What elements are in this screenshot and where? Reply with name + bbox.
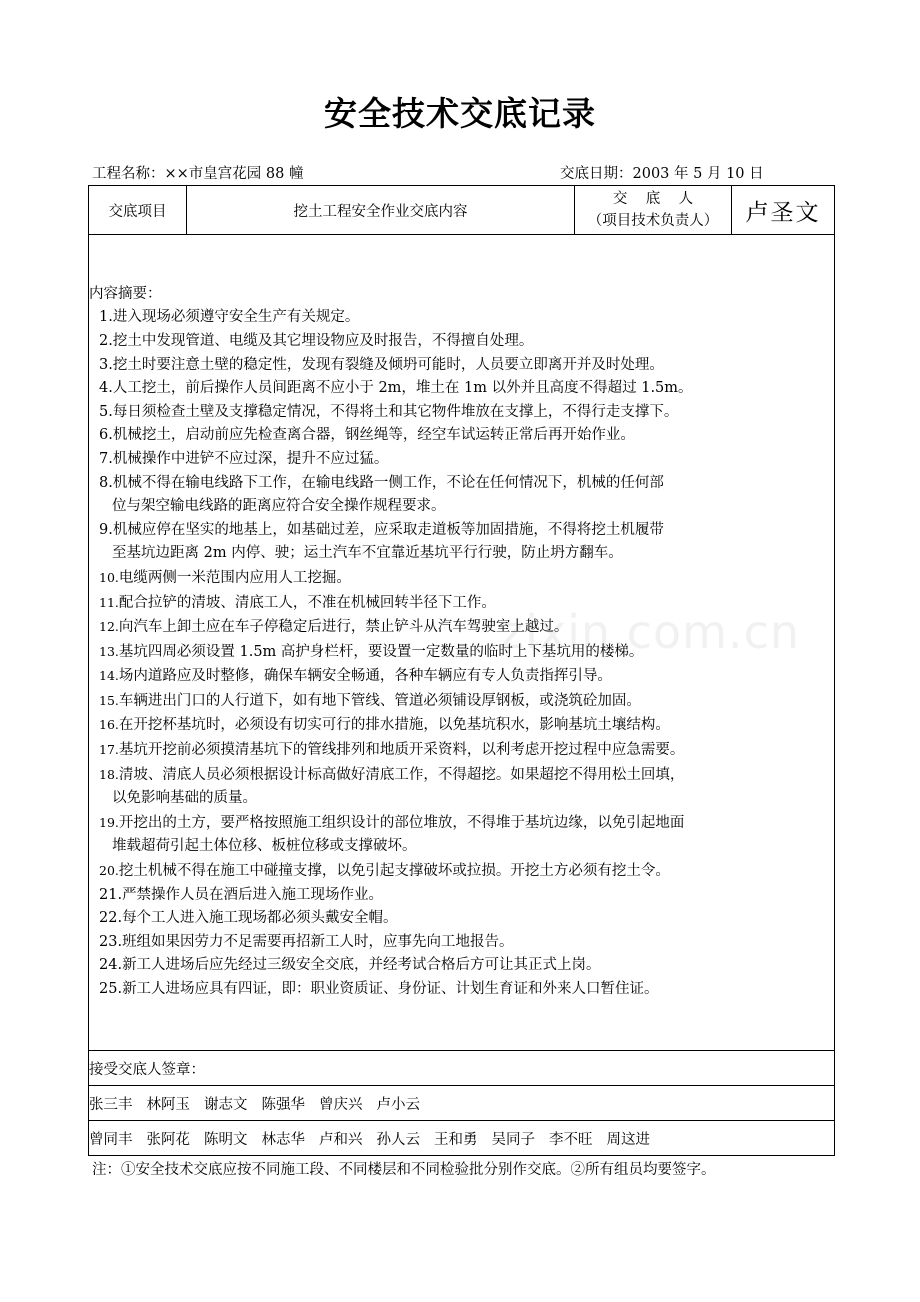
item-text: 基坑四周必须设置 1.5m 高护身栏杆，要设置一定数量的临时上下基坑用的楼梯。: [118, 643, 644, 660]
list-item: [89, 884, 834, 908]
list-item: [89, 424, 834, 448]
signer-name: 卢小云: [376, 1096, 420, 1113]
discloser-name-cell: 卢圣文: [732, 186, 835, 235]
signer-name: 陈明文: [204, 1131, 248, 1148]
project-info: [92, 162, 303, 183]
signers-row-2: [89, 1121, 835, 1156]
date-value: 2003 年 5 月 10 日: [632, 166, 764, 182]
receiver-label: 接受交底人签章：: [89, 1051, 835, 1086]
signer-name: 林阿玉: [146, 1096, 190, 1113]
item-number: 2.: [99, 332, 113, 349]
item-text-continuation: 至基坑边距离 2m 内停、驶；运土汽车不宜靠近基坑平行行驶，防止坍方翻车。: [112, 545, 623, 562]
item-number: 6.: [99, 427, 113, 444]
signer-name: 周这进: [606, 1131, 650, 1148]
item-number: 21.: [99, 886, 123, 903]
discloser-label-line2: （项目技术负责人）: [587, 213, 719, 229]
signer-name: 陈强华: [261, 1096, 305, 1113]
item-number: 8.: [99, 474, 113, 491]
item-text: 人工挖土，前后操作人员间距离不应小于 2m，堆土在 1m 以外并且高度不得超过 1.5m。: [112, 380, 693, 397]
item-text: 机械操作中进铲不应过深，提升不应过猛。: [112, 450, 389, 467]
item-text: 机械应停在坚实的地基上，如基础过差，应采取走道板等加固措施，不得将挖土机履带: [112, 521, 664, 538]
receiver-label-row: [89, 1051, 835, 1086]
item-number: 10.: [99, 569, 119, 585]
item-number: 15.: [99, 692, 119, 708]
item-number: 25.: [99, 981, 123, 998]
item-number: 7.: [99, 450, 113, 467]
item-number: 12.: [99, 619, 119, 635]
signers-row-1-cell: [89, 1086, 835, 1121]
item-text: 车辆进出门口的人行道下，如有地下管线、管道必须铺设厚钢板，或浇筑砼加固。: [118, 692, 641, 709]
list-item: [89, 591, 834, 616]
list-item: [89, 640, 834, 665]
list-item: [89, 664, 834, 689]
list-item: [89, 519, 834, 566]
signers-row-1: [89, 1086, 835, 1121]
item-number: 5.: [99, 403, 113, 420]
item-text-continuation: 位与架空输电线路的距离应符合安全操作规程要求。: [112, 498, 446, 515]
signer-name: 张阿花: [146, 1131, 190, 1148]
list-item: [89, 954, 834, 978]
item-number: 1.: [99, 309, 113, 326]
item-number: 16.: [99, 717, 119, 733]
list-item: [89, 689, 834, 714]
item-text: 每日须检查土壁及支撑稳定情况，不得将土和其它物件堆放在支撑上，不得行走支撑下。: [112, 403, 679, 420]
item-list: [89, 306, 834, 1001]
discloser-label-line1: 交 底 人: [612, 191, 694, 207]
item-text-continuation: 堆载超荷引起土体位移、板桩位移或支撑破坏。: [112, 838, 417, 855]
list-item: [89, 615, 834, 640]
item-text: 电缆两侧一米范围内应用人工挖掘。: [118, 569, 351, 586]
item-text: 清坡、清底人员必须根据设计标高做好清底工作，不得超挖。如果超挖不得用松土回填，: [118, 766, 685, 783]
item-number: 18.: [99, 766, 119, 782]
item-number: 11.: [99, 594, 119, 610]
list-item: [89, 978, 834, 1002]
content-row: [89, 235, 835, 1051]
list-item: [89, 713, 834, 738]
project-name: ××市皇宫花园 88 幢: [164, 166, 304, 182]
list-item: [89, 907, 834, 931]
signer-name: 王和勇: [434, 1131, 478, 1148]
item-text: 机械挖土，启动前应先检查离合器，钢丝绳等，经空车试运转正常后再开始作业。: [112, 427, 635, 444]
signer-name: 孙人云: [376, 1131, 420, 1148]
item-value-cell: 挖土工程安全作业交底内容: [187, 186, 575, 235]
list-item: [89, 763, 834, 811]
item-text: 向汽车上卸土应在车子停稳定后进行，禁止铲斗从汽车驾驶室上越过。: [118, 619, 569, 636]
content-cell: [89, 235, 835, 1051]
item-number: 13.: [99, 643, 119, 659]
list-item: [89, 306, 834, 330]
item-text: 挖土时要注意土壁的稳定性，发现有裂缝及倾坍可能时，人员要立即离开并及时处理。: [112, 356, 664, 373]
item-number: 24.: [99, 957, 123, 974]
item-number: 20.: [99, 863, 119, 879]
item-text: 新工人进场应具有四证，即：职业资质证、身份证、计划生育证和外来人口暂住证。: [122, 981, 659, 998]
footnote: 注：①安全技术交底应按不同施工段、不同楼层和不同检验批分别作交底。②所有组员均要签字。: [92, 1162, 716, 1178]
item-text: 进入现场必须遵守安全生产有关规定。: [112, 309, 360, 326]
summary-label: 内容摘要：: [89, 286, 162, 303]
list-item: [89, 472, 834, 519]
item-number: 3.: [99, 356, 113, 373]
list-item: [89, 448, 834, 472]
date-info: [560, 162, 764, 183]
list-item: [89, 859, 834, 884]
list-item: [89, 377, 834, 401]
item-number: 17.: [99, 742, 119, 758]
date-label: 交底日期：: [560, 166, 633, 182]
signer-name: 李不旺: [549, 1131, 593, 1148]
item-text: 配合拉铲的清坡、清底工人，不准在机械回转半径下工作。: [118, 594, 496, 611]
signer-name: 林志华: [261, 1131, 305, 1148]
item-text: 开挖出的土方，要严格按照施工组织设计的部位堆放，不得堆于基坑边缘，以免引起地面: [118, 814, 685, 831]
list-item: [89, 811, 834, 859]
signers-row-2-cell: [89, 1121, 835, 1156]
item-text: 严禁操作人员在酒后进入施工现场作业。: [122, 886, 384, 903]
item-text: 场内道路应及时整修，确保车辆安全畅通，各种车辆应有专人负责指挥引导。: [118, 668, 612, 685]
item-label-cell: 交底项目: [89, 186, 187, 235]
item-number: 4.: [99, 380, 113, 397]
item-text: 在开挖杯基坑时，必须设有切实可行的排水措施，以免基坑积水，影响基坑土壤结构。: [118, 717, 670, 734]
item-text: 基坑开挖前必须摸清基坑下的管线排列和地质开采资料，以利考虑开挖过程中应急需要。: [118, 742, 685, 759]
item-number: 23.: [99, 933, 123, 950]
item-number: 14.: [99, 668, 119, 684]
signer-name: 吴同子: [491, 1131, 535, 1148]
list-item: [89, 330, 834, 354]
page-title: 安全技术交底记录: [324, 94, 596, 133]
item-text: 挖土机械不得在施工中碰撞支撑，以免引起支撑破坏或拉损。开挖土方必须有挖土令。: [118, 863, 670, 880]
list-item: [89, 566, 834, 591]
signer-name: 曾同丰: [89, 1131, 133, 1148]
item-number: 19.: [99, 814, 119, 830]
discloser-label-cell: [575, 186, 732, 235]
item-text: 班组如果因劳力不足需要再招新工人时，应事先向工地报告。: [122, 933, 514, 950]
item-text: 机械不得在输电线路下工作，在输电线路一侧工作，不论在任何情况下，机械的任何部: [112, 474, 664, 491]
item-text: 挖土中发现管道、电缆及其它埋设物应及时报告，不得擅自处理。: [112, 332, 534, 349]
signer-name: 谢志文: [204, 1096, 248, 1113]
item-number: 9.: [99, 521, 113, 538]
list-item: [89, 354, 834, 378]
header-row: [89, 186, 835, 235]
signer-name: 张三丰: [89, 1096, 133, 1113]
list-item: [89, 738, 834, 763]
item-number: 22.: [99, 910, 123, 927]
item-text: 每个工人进入施工现场都必须头戴安全帽。: [122, 910, 398, 927]
list-item: [89, 401, 834, 425]
project-label: 工程名称：: [92, 166, 165, 182]
list-item: [89, 931, 834, 955]
watermark: zixin.com.cn: [500, 605, 801, 659]
item-text: 新工人进场后应先经过三级安全交底，并经考试合格后方可让其正式上岗。: [122, 957, 601, 974]
signer-name: 卢和兴: [319, 1131, 363, 1148]
disclosure-table: [88, 185, 835, 1156]
item-text-continuation: 以免影响基础的质量。: [112, 790, 257, 807]
signer-name: 曾庆兴: [319, 1096, 363, 1113]
